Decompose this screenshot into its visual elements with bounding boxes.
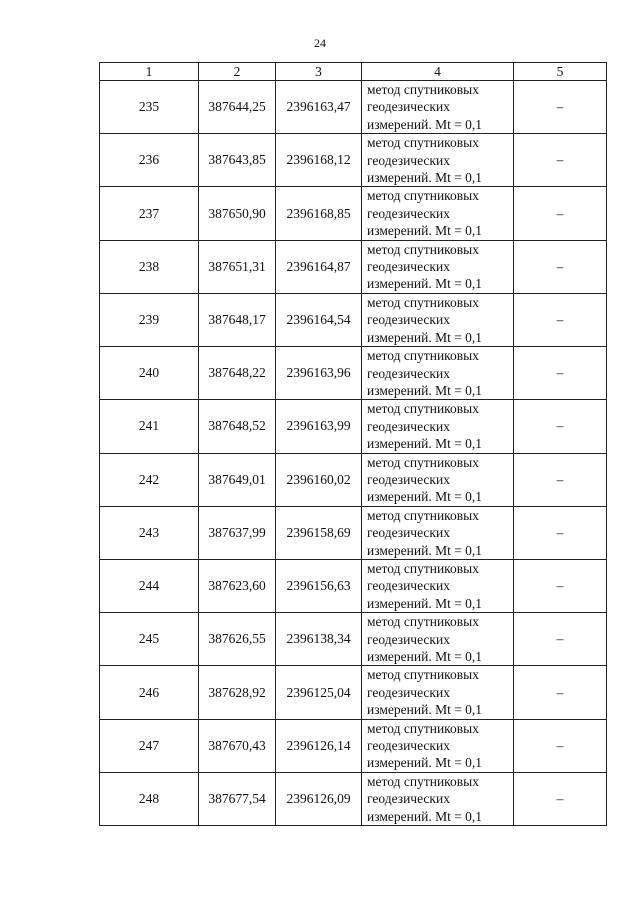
- note-cell: –: [514, 400, 607, 453]
- method-line: метод спутниковых: [367, 667, 479, 683]
- table-row: [100, 347, 607, 400]
- table-row: [100, 134, 607, 187]
- method-cell: [362, 506, 514, 559]
- method-cell: [362, 293, 514, 346]
- method-line: метод спутниковых: [367, 82, 479, 97]
- table-row: [100, 772, 607, 825]
- table-row: [100, 400, 607, 453]
- x-coordinate-cell: 387648,22: [199, 347, 276, 400]
- method-line: измерений. Mt = 0,1: [367, 755, 483, 771]
- method-line: измерений. Mt = 0,1: [367, 116, 483, 132]
- method-line: геодезических: [367, 578, 450, 594]
- x-coordinate-cell: 387628,92: [199, 666, 276, 719]
- table-row: [100, 240, 607, 293]
- point-number-cell: 246: [100, 666, 199, 719]
- y-coordinate-cell: 2396158,69: [276, 506, 362, 559]
- method-line: геодезических: [367, 525, 450, 541]
- method-cell: [362, 400, 514, 453]
- x-coordinate-cell: 387648,52: [199, 400, 276, 453]
- point-number-cell: 236: [100, 134, 199, 187]
- y-coordinate-cell: 2396126,09: [276, 772, 362, 825]
- point-number-cell: 237: [100, 187, 199, 240]
- point-number-cell: 248: [100, 772, 199, 825]
- x-coordinate-cell: 387670,43: [199, 719, 276, 772]
- note-cell: –: [514, 613, 607, 666]
- method-line: геодезических: [367, 205, 450, 221]
- method-line: геодезических: [367, 152, 450, 168]
- method-line: метод спутниковых: [367, 135, 479, 151]
- method-line: измерений. Mt = 0,1: [367, 382, 483, 398]
- method-cell: [362, 719, 514, 772]
- method-line: метод спутниковых: [367, 188, 479, 204]
- x-coordinate-cell: 387644,25: [199, 81, 276, 134]
- note-cell: –: [514, 347, 607, 400]
- y-coordinate-cell: 2396168,85: [276, 187, 362, 240]
- point-number-cell: 235: [100, 81, 199, 134]
- method-line: геодезических: [367, 684, 450, 700]
- note-cell: –: [514, 240, 607, 293]
- table-row: [100, 506, 607, 559]
- y-coordinate-cell: 2396164,54: [276, 293, 362, 346]
- note-cell: –: [514, 453, 607, 506]
- y-coordinate-cell: 2396163,47: [276, 81, 362, 134]
- method-line: измерений. Mt = 0,1: [367, 542, 483, 558]
- method-line: метод спутниковых: [367, 773, 479, 789]
- method-cell: [362, 559, 514, 612]
- method-cell: [362, 453, 514, 506]
- method-line: метод спутниковых: [367, 454, 479, 470]
- y-coordinate-cell: 2396138,34: [276, 613, 362, 666]
- method-line: геодезических: [367, 259, 450, 275]
- x-coordinate-cell: 387651,31: [199, 240, 276, 293]
- method-line: измерений. Mt = 0,1: [367, 329, 483, 345]
- method-line: метод спутниковых: [367, 294, 479, 310]
- note-cell: –: [514, 187, 607, 240]
- table-header-row: [100, 63, 607, 81]
- x-coordinate-cell: 387649,01: [199, 453, 276, 506]
- point-number-cell: 239: [100, 293, 199, 346]
- y-coordinate-cell: 2396126,14: [276, 719, 362, 772]
- table-row: [100, 453, 607, 506]
- point-number-cell: 242: [100, 453, 199, 506]
- y-coordinate-cell: 2396156,63: [276, 559, 362, 612]
- method-line: геодезических: [367, 471, 450, 487]
- method-line: метод спутниковых: [367, 401, 479, 417]
- column-header: 4: [362, 63, 514, 81]
- method-line: измерений. Mt = 0,1: [367, 276, 483, 292]
- table-row: [100, 81, 607, 134]
- note-cell: –: [514, 666, 607, 719]
- method-cell: [362, 347, 514, 400]
- method-line: геодезических: [367, 312, 450, 328]
- note-cell: –: [514, 506, 607, 559]
- method-line: геодезических: [367, 738, 450, 754]
- x-coordinate-cell: 387650,90: [199, 187, 276, 240]
- table-row: [100, 613, 607, 666]
- table-row: [100, 187, 607, 240]
- table-body: [100, 81, 607, 826]
- column-header: 2: [199, 63, 276, 81]
- point-number-cell: 243: [100, 506, 199, 559]
- table-row: [100, 293, 607, 346]
- column-header: 5: [514, 63, 607, 81]
- method-line: метод спутниковых: [367, 507, 479, 523]
- table-row: [100, 559, 607, 612]
- method-cell: [362, 240, 514, 293]
- y-coordinate-cell: 2396168,12: [276, 134, 362, 187]
- method-line: метод спутниковых: [367, 241, 479, 257]
- note-cell: –: [514, 719, 607, 772]
- method-line: геодезических: [367, 631, 450, 647]
- method-cell: [362, 81, 514, 134]
- method-line: метод спутниковых: [367, 560, 479, 576]
- method-line: измерений. Mt = 0,1: [367, 436, 483, 452]
- y-coordinate-cell: 2396160,02: [276, 453, 362, 506]
- x-coordinate-cell: 387623,60: [199, 559, 276, 612]
- table-row: [100, 666, 607, 719]
- point-number-cell: 244: [100, 559, 199, 612]
- point-number-cell: 247: [100, 719, 199, 772]
- note-cell: –: [514, 134, 607, 187]
- point-number-cell: 245: [100, 613, 199, 666]
- note-cell: –: [514, 559, 607, 612]
- x-coordinate-cell: 387626,55: [199, 613, 276, 666]
- point-number-cell: 240: [100, 347, 199, 400]
- y-coordinate-cell: 2396164,87: [276, 240, 362, 293]
- x-coordinate-cell: 387643,85: [199, 134, 276, 187]
- method-line: геодезических: [367, 365, 450, 381]
- method-cell: [362, 666, 514, 719]
- y-coordinate-cell: 2396125,04: [276, 666, 362, 719]
- method-cell: [362, 613, 514, 666]
- method-line: измерений. Mt = 0,1: [367, 223, 483, 239]
- note-cell: –: [514, 81, 607, 134]
- y-coordinate-cell: 2396163,96: [276, 347, 362, 400]
- point-number-cell: 241: [100, 400, 199, 453]
- x-coordinate-cell: 387677,54: [199, 772, 276, 825]
- y-coordinate-cell: 2396163,99: [276, 400, 362, 453]
- method-line: измерений. Mt = 0,1: [367, 489, 483, 505]
- note-cell: –: [514, 772, 607, 825]
- x-coordinate-cell: 387637,99: [199, 506, 276, 559]
- method-line: метод спутниковых: [367, 720, 479, 736]
- point-number-cell: 238: [100, 240, 199, 293]
- method-line: геодезических: [367, 418, 450, 434]
- method-line: измерений. Mt = 0,1: [367, 702, 483, 718]
- method-line: метод спутниковых: [367, 348, 479, 364]
- table-row: [100, 719, 607, 772]
- method-cell: [362, 134, 514, 187]
- column-header: 3: [276, 63, 362, 81]
- method-cell: [362, 187, 514, 240]
- note-cell: –: [514, 293, 607, 346]
- method-line: метод спутниковых: [367, 614, 479, 630]
- method-line: измерений. Mt = 0,1: [367, 170, 483, 186]
- method-line: геодезических: [367, 99, 450, 115]
- coordinates-table: [99, 62, 607, 826]
- x-coordinate-cell: 387648,17: [199, 293, 276, 346]
- method-line: измерений. Mt = 0,1: [367, 649, 483, 664]
- method-cell: [362, 772, 514, 825]
- column-header: 1: [100, 63, 199, 81]
- method-line: измерений. Mt = 0,1: [367, 595, 483, 611]
- method-line: измерений. Mt = 0,1: [367, 808, 483, 824]
- method-line: геодезических: [367, 791, 450, 807]
- page-number: 24: [314, 36, 326, 50]
